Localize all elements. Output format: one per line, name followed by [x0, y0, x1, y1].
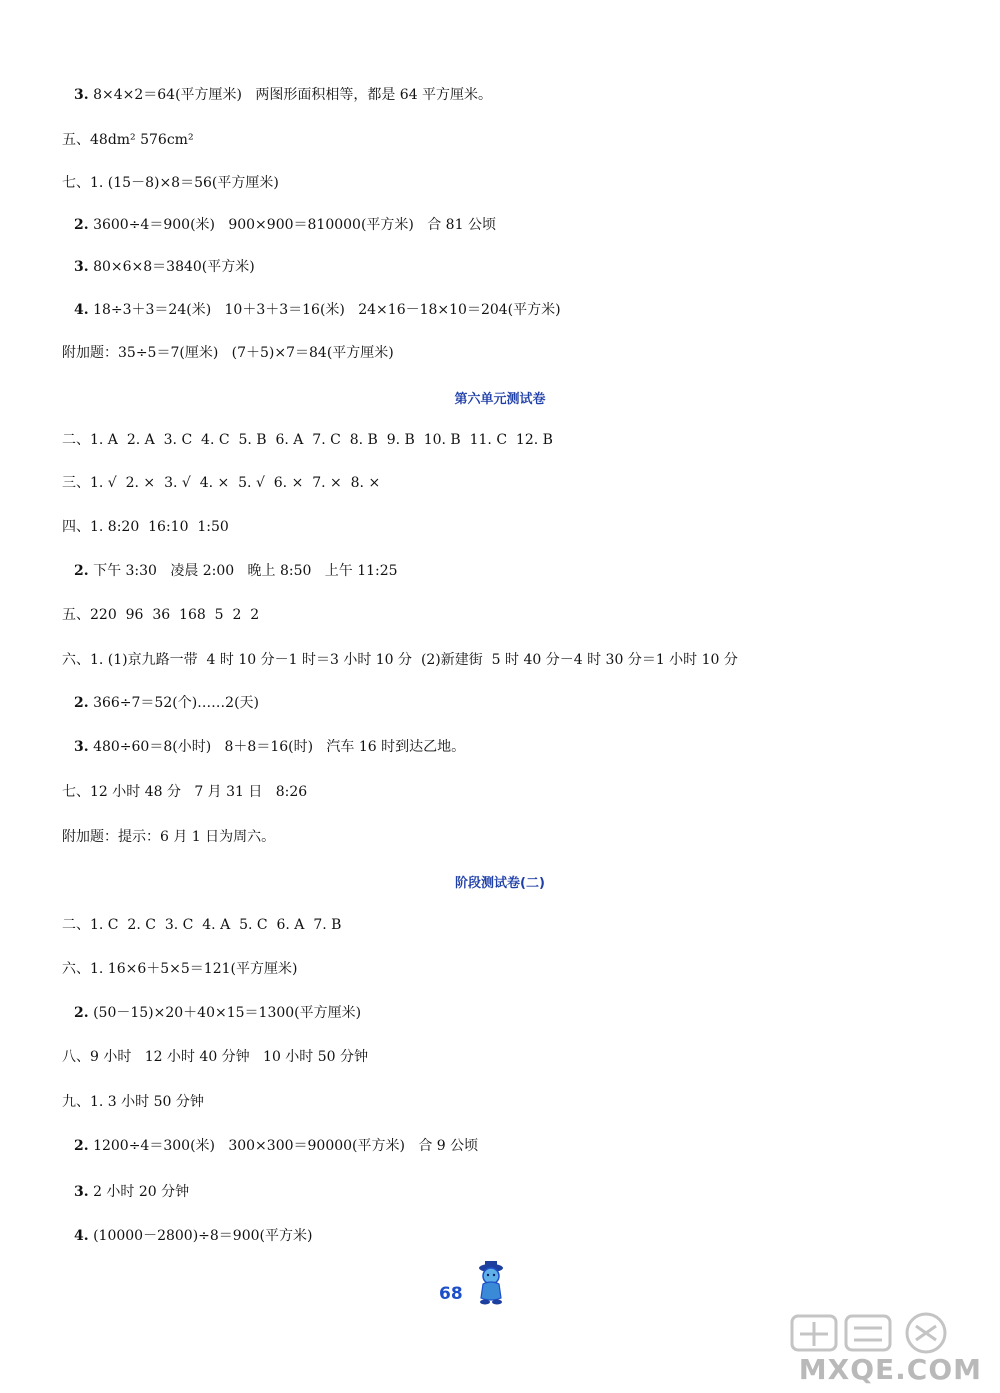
- answer-line: 二、1. C 2. C 3. C 4. A 5. C 6. A 7. B: [62, 917, 342, 933]
- page-number: 68: [439, 1284, 463, 1304]
- watermark: [780, 1310, 990, 1390]
- answer-line: 六、1. 16×6＋5×5＝121(平方厘米): [62, 961, 298, 977]
- answer-line: 3. 480÷60＝8(小时) 8＋8＝16(时) 汽车 16 时到达乙地。: [74, 739, 466, 755]
- answer-line: 2. 366÷7＝52(个)……2(天): [74, 695, 260, 711]
- answer-line: 五、220 96 36 168 5 2 2: [62, 607, 260, 623]
- answer-line: 4. (10000－2800)÷8＝900(平方米): [74, 1228, 313, 1244]
- answer-line: 3. 8×4×2＝64(平方厘米) 两图形面积相等，都是 64 平方厘米。: [74, 87, 493, 103]
- answer-line: 三、1. √ 2. × 3. √ 4. × 5. √ 6. × 7. × 8. ×: [62, 475, 381, 491]
- answer-line: 五、48dm² 576cm²: [62, 132, 194, 148]
- answer-line: 3. 80×6×8＝3840(平方米): [74, 259, 255, 275]
- watermark-text: MXQE.COM: [798, 1353, 982, 1386]
- section-title-unit6: 第六单元测试卷: [454, 392, 546, 407]
- section-title-stage2: 阶段测试卷(二): [455, 876, 545, 891]
- answer-line: 2. 下午 3:30 凌晨 2:00 晚上 8:50 上午 11:25: [74, 563, 398, 579]
- answer-line: 2. 3600÷4＝900(米) 900×900＝810000(平方米) 合 81 公顷: [74, 217, 496, 233]
- answer-line: 3. 2 小时 20 分钟: [74, 1184, 190, 1200]
- answer-line: 附加题：提示：6 月 1 日为周六。: [62, 829, 276, 845]
- answer-line: 七、12 小时 48 分 7 月 31 日 8:26: [62, 784, 308, 800]
- watermark-logo-icon: [786, 1310, 986, 1356]
- answer-line: 2. 1200÷4＝300(米) 300×300＝90000(平方米) 合 9 公顷: [74, 1138, 479, 1154]
- answer-line: 4. 18÷3＋3＝24(米) 10＋3＋3＝16(米) 24×16－18×10＝204(平方米): [74, 302, 561, 318]
- answer-line: 七、1. (15－8)×8＝56(平方厘米): [62, 175, 279, 191]
- answer-line: 四、1. 8:20 16:10 1:50: [62, 519, 229, 535]
- answer-line: 2. (50－15)×20＋40×15＝1300(平方厘米): [74, 1005, 362, 1021]
- answer-line: 附加题：35÷5＝7(厘米) (7＋5)×7＝84(平方厘米): [62, 345, 394, 361]
- answer-line: 二、1. A 2. A 3. C 4. C 5. B 6. A 7. C 8. B 9. B 10. B 11. C 12. B: [62, 432, 553, 448]
- page-footer: [437, 1258, 517, 1308]
- answer-line: 九、1. 3 小时 50 分钟: [62, 1094, 204, 1110]
- answer-line: 六、1. (1)京九路一带 4 时 10 分－1 时＝3 小时 10 分 (2)新建街 5 时 40 分－4 时 30 分＝1 小时 10 分: [62, 652, 738, 668]
- mascot-icon: [461, 1258, 517, 1306]
- answer-line: 八、9 小时 12 小时 40 分钟 10 小时 50 分钟: [62, 1049, 369, 1065]
